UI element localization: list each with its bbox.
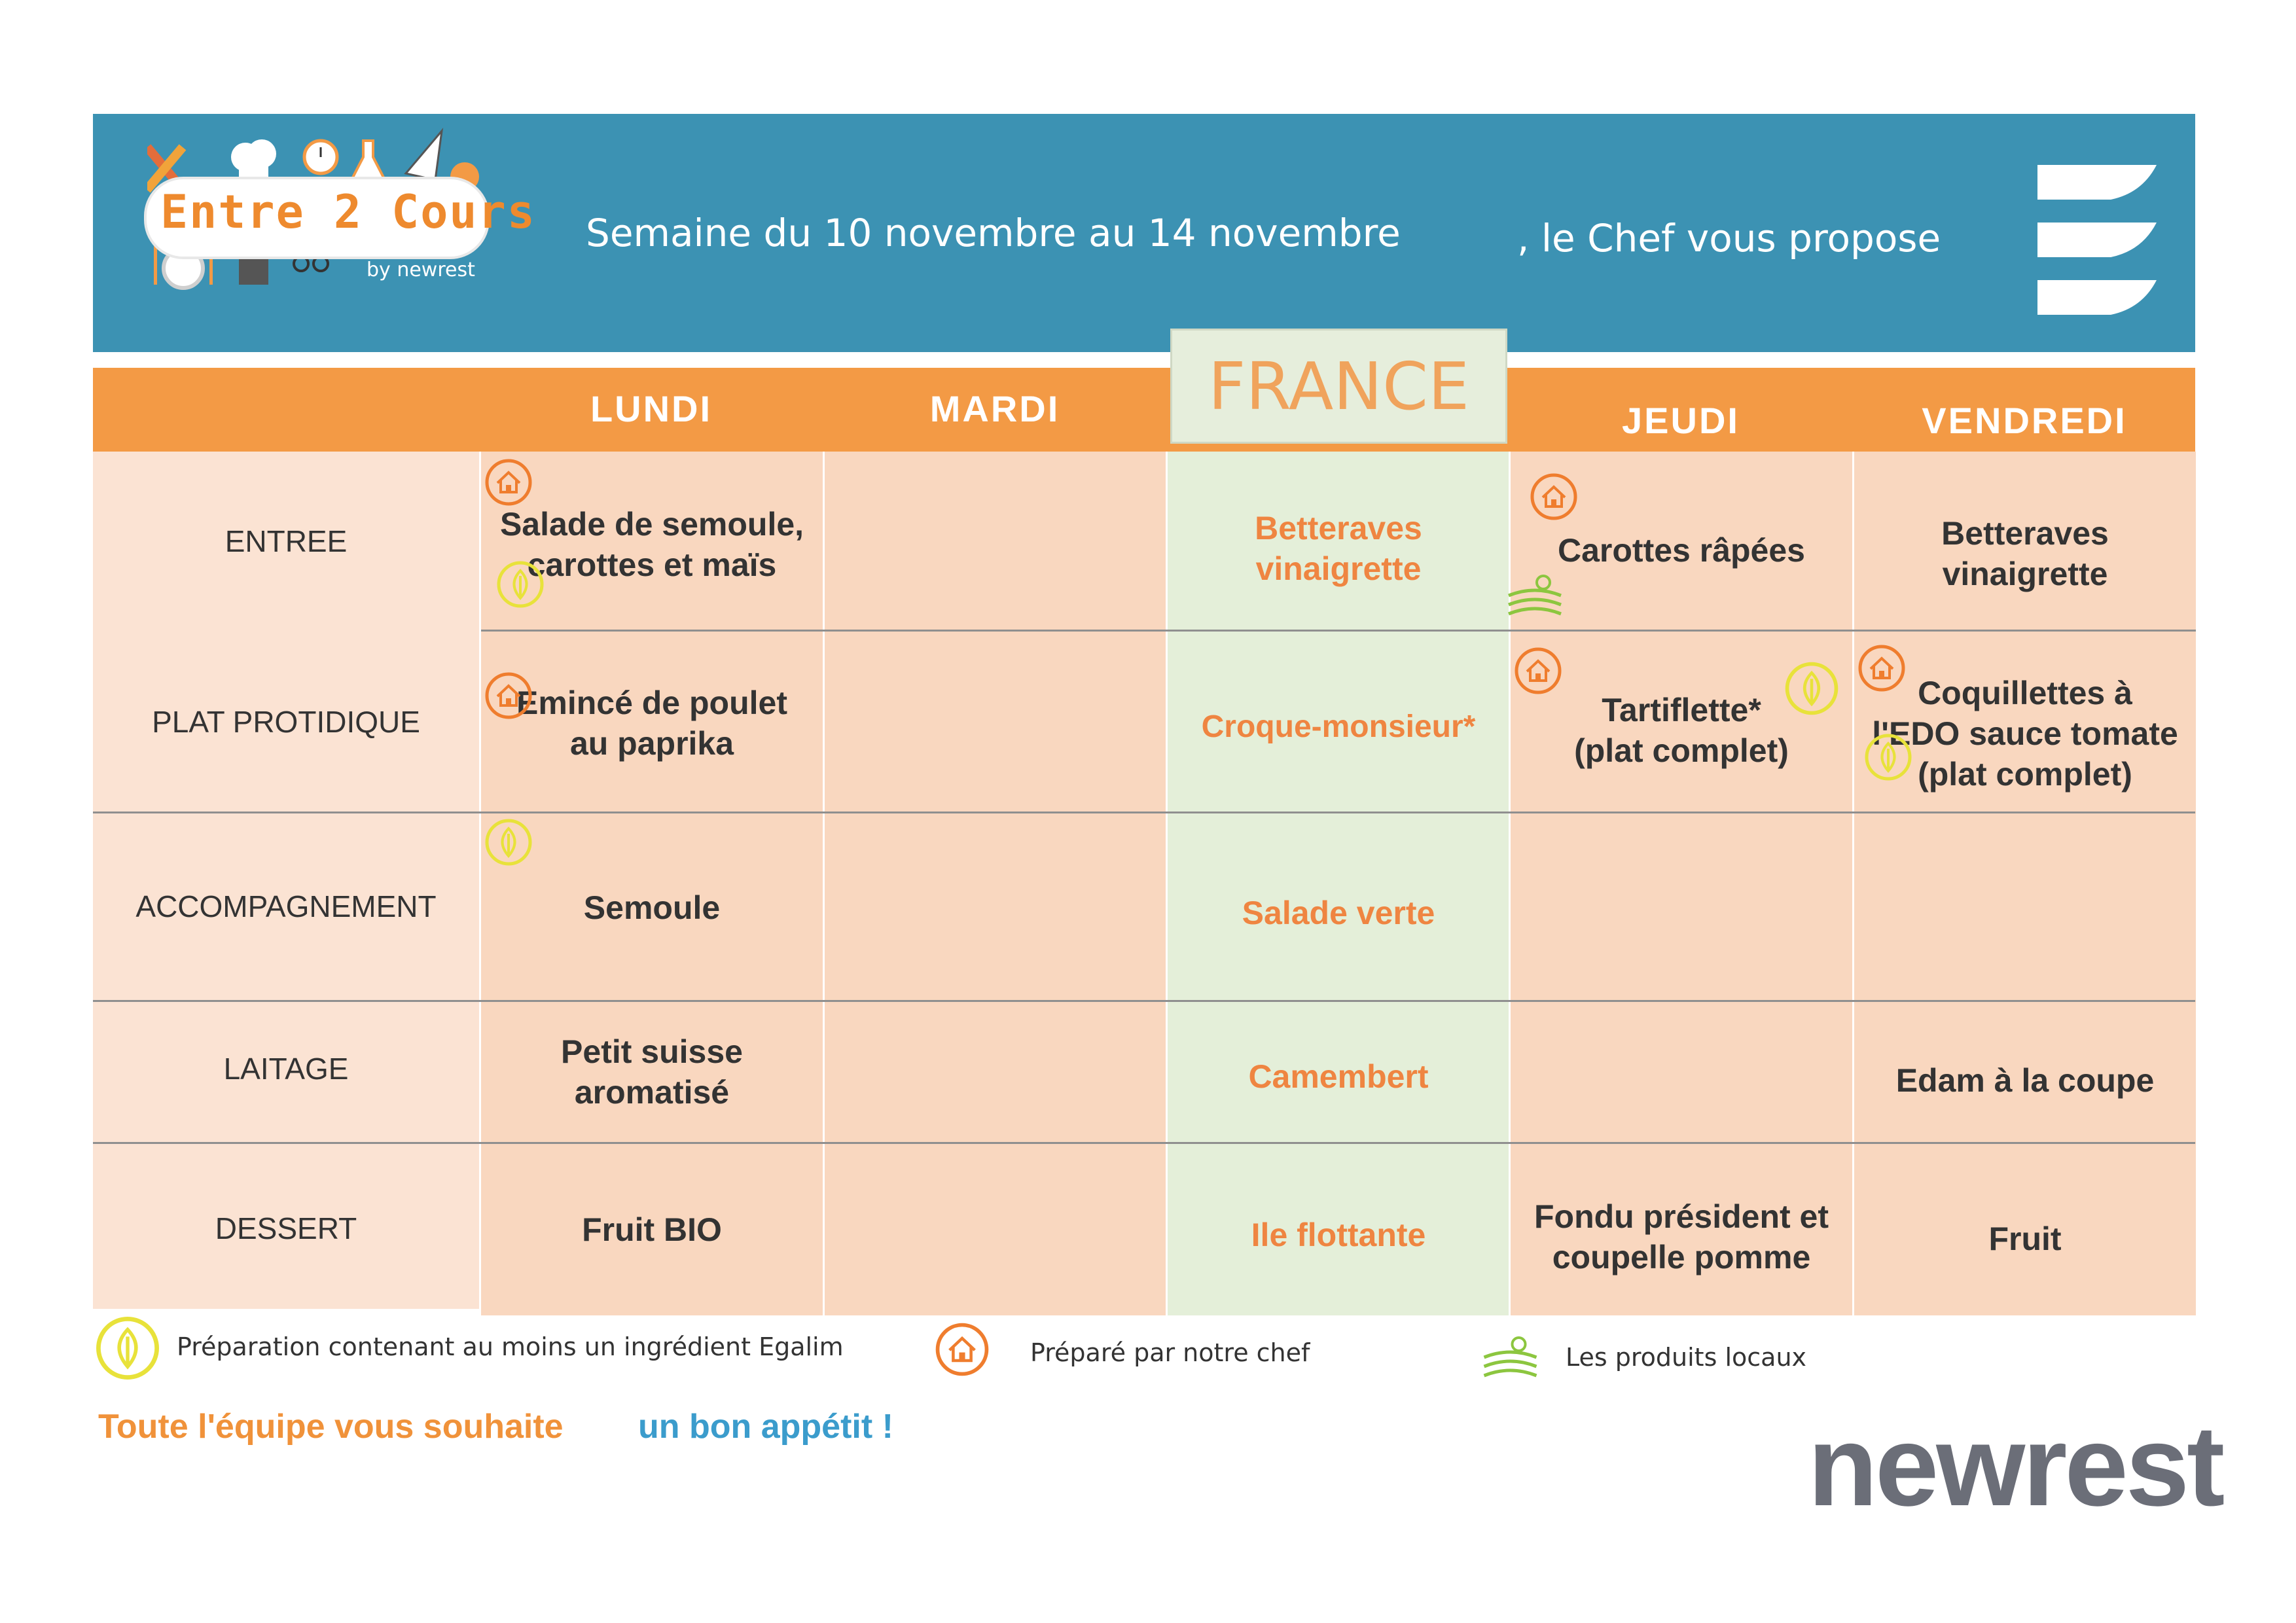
footer-message-part1: Toute l'équipe vous souhaite bbox=[98, 1408, 564, 1446]
chef-house-icon bbox=[484, 458, 533, 507]
menu-mercredi-accompagnement: Salade verte bbox=[1242, 895, 1435, 931]
legend-local: Les produits locaux bbox=[1566, 1343, 1807, 1372]
newrest-logo: newrest bbox=[1808, 1402, 2223, 1530]
menu-lundi-accompagnement: Semoule bbox=[583, 889, 721, 926]
local-product-icon bbox=[1479, 1332, 1541, 1385]
menu-vendredi-entree: Betteraves vinaigrette bbox=[1941, 515, 2109, 592]
row-divider bbox=[93, 812, 2195, 813]
menu-lundi-plat: Emincé de poulet au paprika bbox=[516, 685, 787, 762]
menu-lundi-laitage: Petit suisse aromatisé bbox=[561, 1033, 743, 1111]
row-divider bbox=[93, 1142, 2195, 1144]
menu-mercredi-dessert: Ile flottante bbox=[1251, 1217, 1426, 1253]
footer-message-part2: un bon appétit ! bbox=[638, 1408, 893, 1446]
menu-vendredi-dessert: Fruit bbox=[1988, 1221, 2062, 1257]
week-title: Semaine du 10 novembre au 14 novembre bbox=[586, 211, 1401, 255]
egalim-leaf-icon bbox=[1864, 733, 1912, 781]
menu-mercredi-laitage: Camembert bbox=[1248, 1058, 1429, 1095]
row-divider bbox=[481, 630, 2196, 632]
menu-vendredi-laitage: Edam à la coupe bbox=[1895, 1062, 2155, 1099]
egalim-leaf-icon bbox=[1784, 661, 1839, 716]
menu-jeudi-entree: Carottes râpées bbox=[1558, 532, 1805, 569]
day-jeudi: JEUDI bbox=[1622, 400, 1740, 441]
legend-chef: Préparé par notre chef bbox=[1030, 1338, 1310, 1367]
menu-lundi-dessert: Fruit BIO bbox=[582, 1211, 722, 1248]
chef-house-icon bbox=[1514, 647, 1562, 695]
chef-house-icon bbox=[1530, 473, 1578, 521]
day-mardi: MARDI bbox=[929, 388, 1060, 429]
menu-lundi-entree: Salade de semoule, carottes et maïs bbox=[499, 506, 804, 583]
logo-text: Entre 2 Cours bbox=[160, 185, 536, 239]
menu-mercredi-plat: Croque-monsieur* bbox=[1201, 709, 1476, 744]
legend-egalim: Préparation contenant au moins un ingrédient Egalim bbox=[177, 1332, 844, 1361]
category-entree: ENTREE bbox=[224, 524, 348, 558]
category-plat: PLAT PROTIDIQUE bbox=[152, 705, 420, 739]
newrest-stripes-icon bbox=[2032, 157, 2163, 321]
local-product-icon bbox=[1505, 571, 1564, 623]
egalim-leaf-icon bbox=[484, 818, 533, 866]
menu-jeudi-plat: Tartiflette* (plat complet) bbox=[1574, 692, 1789, 769]
column-mardi bbox=[825, 452, 1166, 1315]
chef-house-icon bbox=[1857, 644, 1906, 692]
day-france-theme: FRANCE bbox=[1208, 348, 1470, 425]
egalim-leaf-icon bbox=[95, 1315, 160, 1381]
chef-house-icon bbox=[484, 671, 533, 720]
menu-jeudi-dessert: Fondu président et coupelle pomme bbox=[1534, 1198, 1829, 1275]
category-laitage: LAITAGE bbox=[223, 1052, 349, 1086]
egalim-leaf-icon bbox=[496, 560, 545, 609]
week-subtitle: , le Chef vous propose bbox=[1517, 216, 1941, 260]
logo-by: by newrest bbox=[367, 259, 475, 281]
category-dessert: DESSERT bbox=[215, 1211, 357, 1245]
row-divider bbox=[93, 1000, 2195, 1002]
category-accompagnement: ACCOMPAGNEMENT bbox=[135, 889, 437, 923]
chef-house-icon bbox=[935, 1322, 990, 1377]
menu-mercredi-entree: Betteraves vinaigrette bbox=[1255, 510, 1422, 587]
menu-vendredi-plat: Coquillettes à l'EDO sauce tomate (plat complet) bbox=[1872, 675, 2178, 793]
day-vendredi: VENDREDI bbox=[1922, 400, 2127, 441]
day-lundi: LUNDI bbox=[590, 388, 713, 429]
divider bbox=[823, 452, 825, 1315]
category-column bbox=[93, 452, 479, 1309]
